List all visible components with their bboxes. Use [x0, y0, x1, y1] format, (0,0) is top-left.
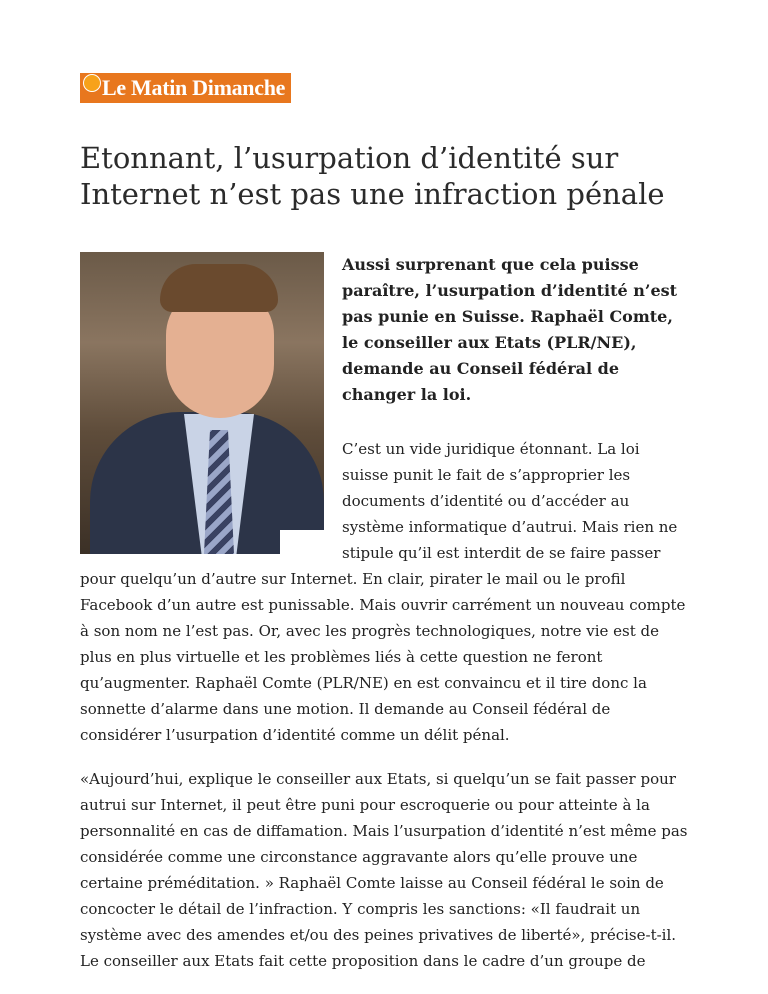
logo-text: Le Matin Dimanche — [102, 75, 286, 100]
article-lead: Aussi surprenant que cela puisse paraître, l’usurpation d’identité n’est pas punie en Suisse. Raphaël Comte, le conseiller aux Etats (PLR/NE), demande au Conseil fédéral de changer la loi. — [342, 255, 678, 404]
brand-logo[interactable] — [80, 73, 291, 103]
photo-hair — [160, 264, 278, 312]
portrait-photo — [80, 252, 324, 554]
article-paragraph-2: «Aujourd’hui, explique le conseiller aux Etats, si quelqu’un se fait passer pour autrui sur Internet, il peut être puni pour escroquerie ou pour atteinte à la personnalité en cas de diffamation. Mais l’usurpation d’identité n’est même pas considérée comme une circonstance aggravante alors qu’elle prouve une certaine préméditation. » Raphaël Comte laisse au Conseil fédéral le soin de concocter le détail de l’infraction. Y compris les sanctions: «Il faudrait un système avec des amendes et/ou des peines privatives de liberté», précise-t-il. Le conseiller aux Etats fait cette proposition dans le cadre d’un groupe de — [80, 770, 688, 970]
article-title: Etonnant, l’usurpation d’identité sur Internet n’est pas une infraction pénale — [80, 141, 665, 211]
article-paragraph-1: C’est un vide juridique étonnant. La loi suisse punit le fait de s’approprier les documents d’identité ou d’accéder au système informatique d’autrui. Mais rien ne stipule qu’il est interdit de se faire passer pour quelqu’un d’autre sur Internet. En clair, pirater le mail ou le profil Facebook d’un autre est punissable. Mais ouvrir carrément un nouveau compte à son nom ne l’est pas. Or, avec les progrès technologiques, notre vie est de plus en plus virtuelle et les problèmes liés à cette question ne feront qu’augmenter. Raphaël Comte (PLR/NE) en est convaincu et il tire donc la sonnette d’alarme dans une motion. Il demande au Conseil fédéral de considérer l’usurpation d’identité comme un délit pénal. — [80, 440, 686, 744]
photo-corner — [280, 530, 324, 554]
logo-dot-icon — [83, 74, 101, 92]
article-body — [80, 252, 690, 992]
